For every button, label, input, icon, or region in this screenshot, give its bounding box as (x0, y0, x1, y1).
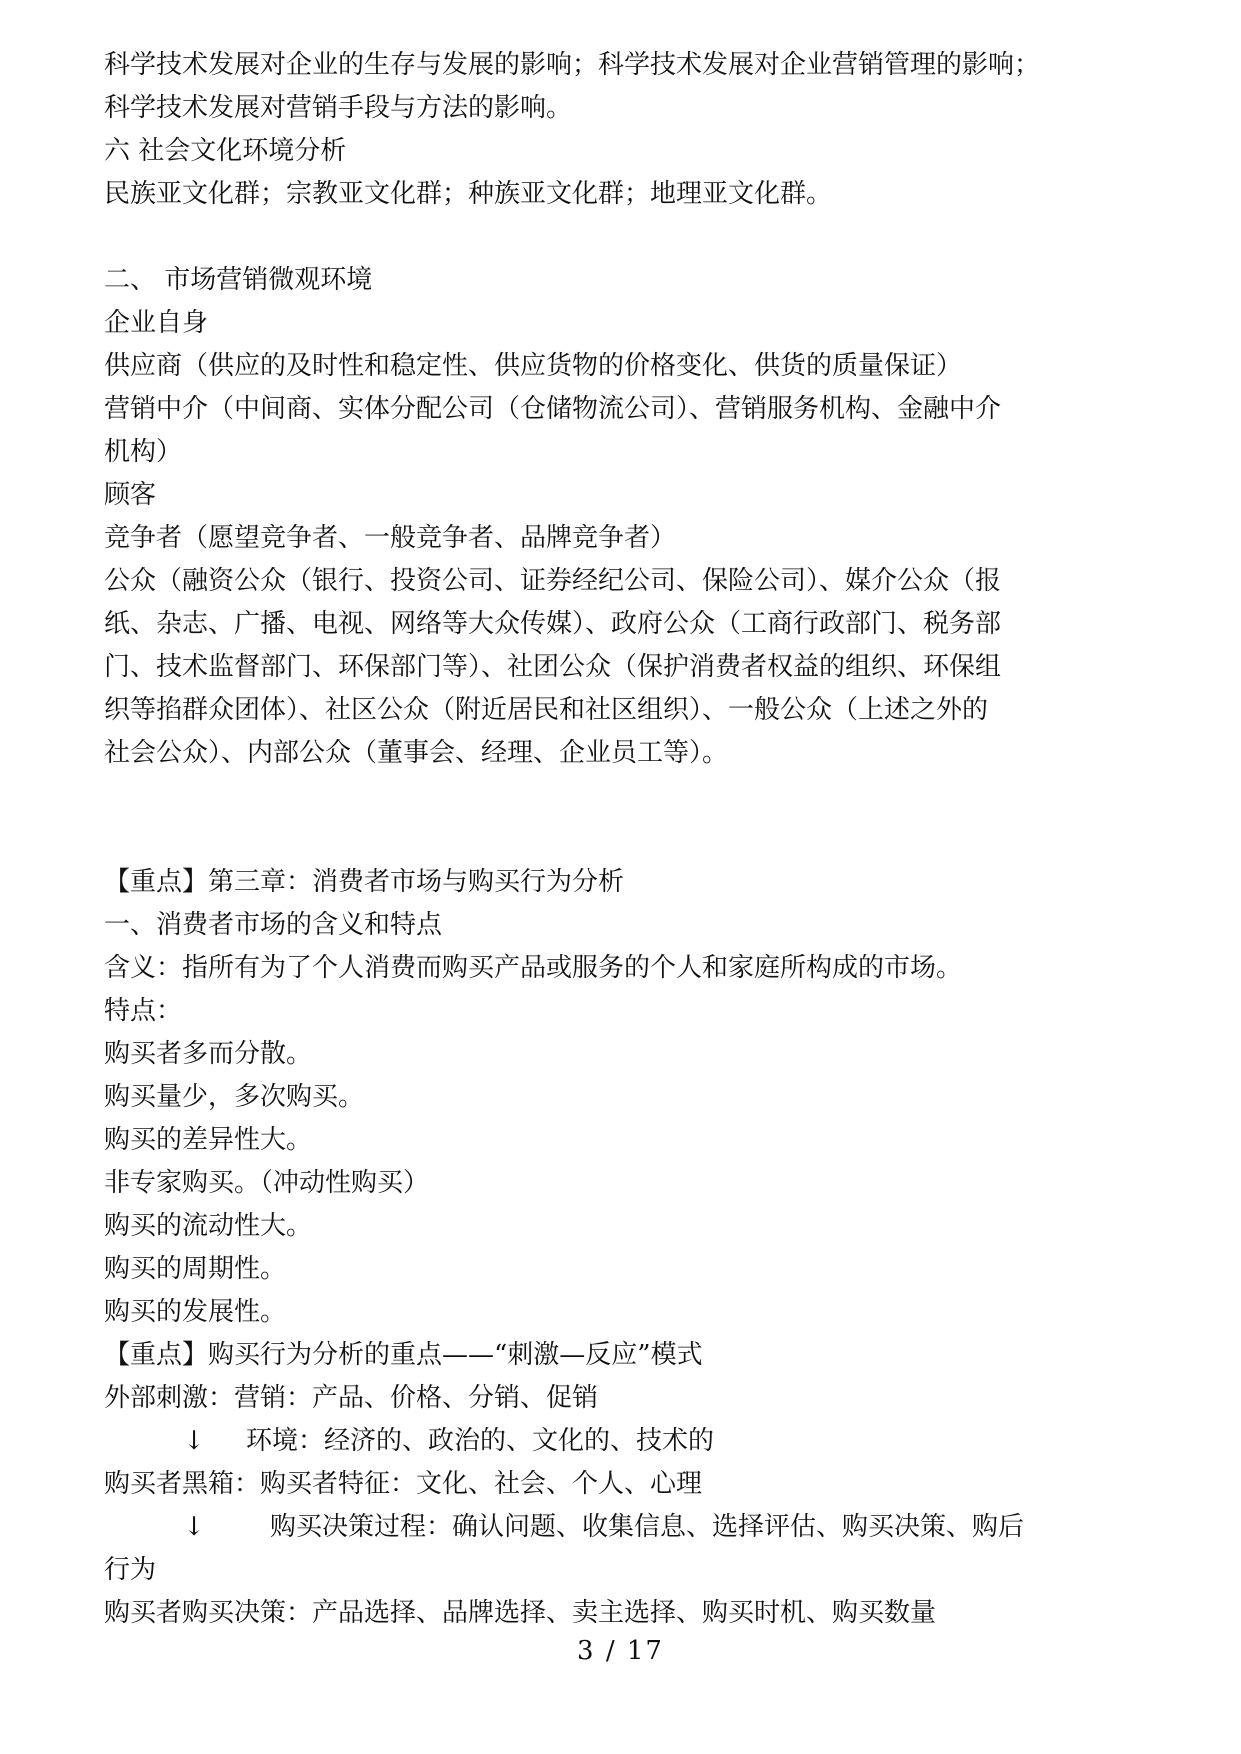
arrow-line-decision-process (104, 1506, 1144, 1549)
down-arrow-icon: ↓ (183, 1512, 205, 1542)
text-line: 营销中介（中间商、实体分配公司（仓储物流公司）、营销服务机构、金融中介 (104, 394, 1002, 424)
text-line: 购买的发展性。 (104, 1297, 287, 1327)
text-line: 【重点】第三章：消费者市场与购买行为分析 (104, 867, 625, 897)
buyer-black-box-line: 购买者黑箱：购买者特征：文化、社会、个人、心理 (104, 1469, 703, 1499)
down-arrow-icon: ↓ (183, 1426, 205, 1456)
text-line: 顾客 (104, 480, 157, 510)
text-line: 购买的差异性大。 (104, 1125, 313, 1155)
text-line: 公众（融资公众（银行、投资公司、证券经纪公司、保险公司）、媒介公众（报 (104, 566, 1002, 596)
section-micro-environment (104, 259, 1144, 775)
blank-line (104, 775, 1144, 861)
text-line: 织等掐群众团体）、社区公众（附近居民和社区组织）、一般公众（上述之外的 (104, 695, 989, 725)
text-line: 企业自身 (104, 308, 209, 338)
text-line: 含义：指所有为了个人消费而购买产品或服务的个人和家庭所构成的市场。 (104, 953, 963, 983)
buyer-decision-line: 购买者购买决策：产品选择、品牌选择、卖主选择、购买时机、购买数量 (104, 1598, 937, 1628)
text-line: 纸、杂志、广播、电视、网络等大众传媒）、政府公众（工商行政部门、税务部 (104, 609, 1002, 639)
section-tech-culture (104, 44, 1144, 216)
environment-stimuli: 环境：经济的、政治的、文化的、技术的 (246, 1426, 715, 1456)
text-line: 【重点】购买行为分析的重点——“刺激—反应”模式 (104, 1340, 703, 1370)
text-line: 科学技术发展对企业的生存与发展的影响；科学技术发展对企业营销管理的影响； (104, 50, 1041, 80)
blank-line (104, 216, 1144, 259)
text-line: 社会公众）、内部公众（董事会、经理、企业员工等）。 (104, 738, 729, 768)
text-line: 一、消费者市场的含义和特点 (104, 910, 443, 940)
text-line: 民族亚文化群；宗教亚文化群；种族亚文化群；地理亚文化群。 (104, 179, 833, 209)
decision-process: 购买决策过程：确认问题、收集信息、选择评估、购买决策、购后 (270, 1512, 1025, 1542)
text-line: 非专家购买。（冲动性购买） (104, 1168, 430, 1198)
text-line: 六 社会文化环境分析 (104, 136, 347, 166)
text-line: 购买量少，多次购买。 (104, 1082, 365, 1112)
decision-process-continued: 行为 (104, 1555, 157, 1585)
text-line: 门、技术监督部门、环保部门等）、社团公众（保护消费者权益的组织、环保组 (104, 652, 1002, 682)
text-line: 购买的流动性大。 (104, 1211, 313, 1241)
text-line: 机构） (104, 437, 183, 467)
section-chapter-3 (104, 861, 1144, 1420)
text-line: 竞争者（愿望竞争者、一般竞争者、品牌竞争者） (104, 523, 677, 553)
text-line: 购买的周期性。 (104, 1254, 287, 1284)
text-line: 供应商（供应的及时性和稳定性、供应货物的价格变化、供货的质量保证） (104, 351, 963, 381)
text-line: 特点： (104, 996, 183, 1026)
page-number: 3 / 17 (577, 1636, 664, 1666)
text-line: 购买者多而分散。 (104, 1039, 313, 1069)
arrow-line-environment (104, 1420, 1144, 1463)
document-body (104, 44, 1144, 1635)
text-line: 科学技术发展对营销手段与方法的影响。 (104, 93, 573, 123)
text-line: 二、 市场营销微观环境 (104, 265, 373, 295)
text-line: 外部刺激：营销：产品、价格、分销、促销 (104, 1383, 599, 1413)
